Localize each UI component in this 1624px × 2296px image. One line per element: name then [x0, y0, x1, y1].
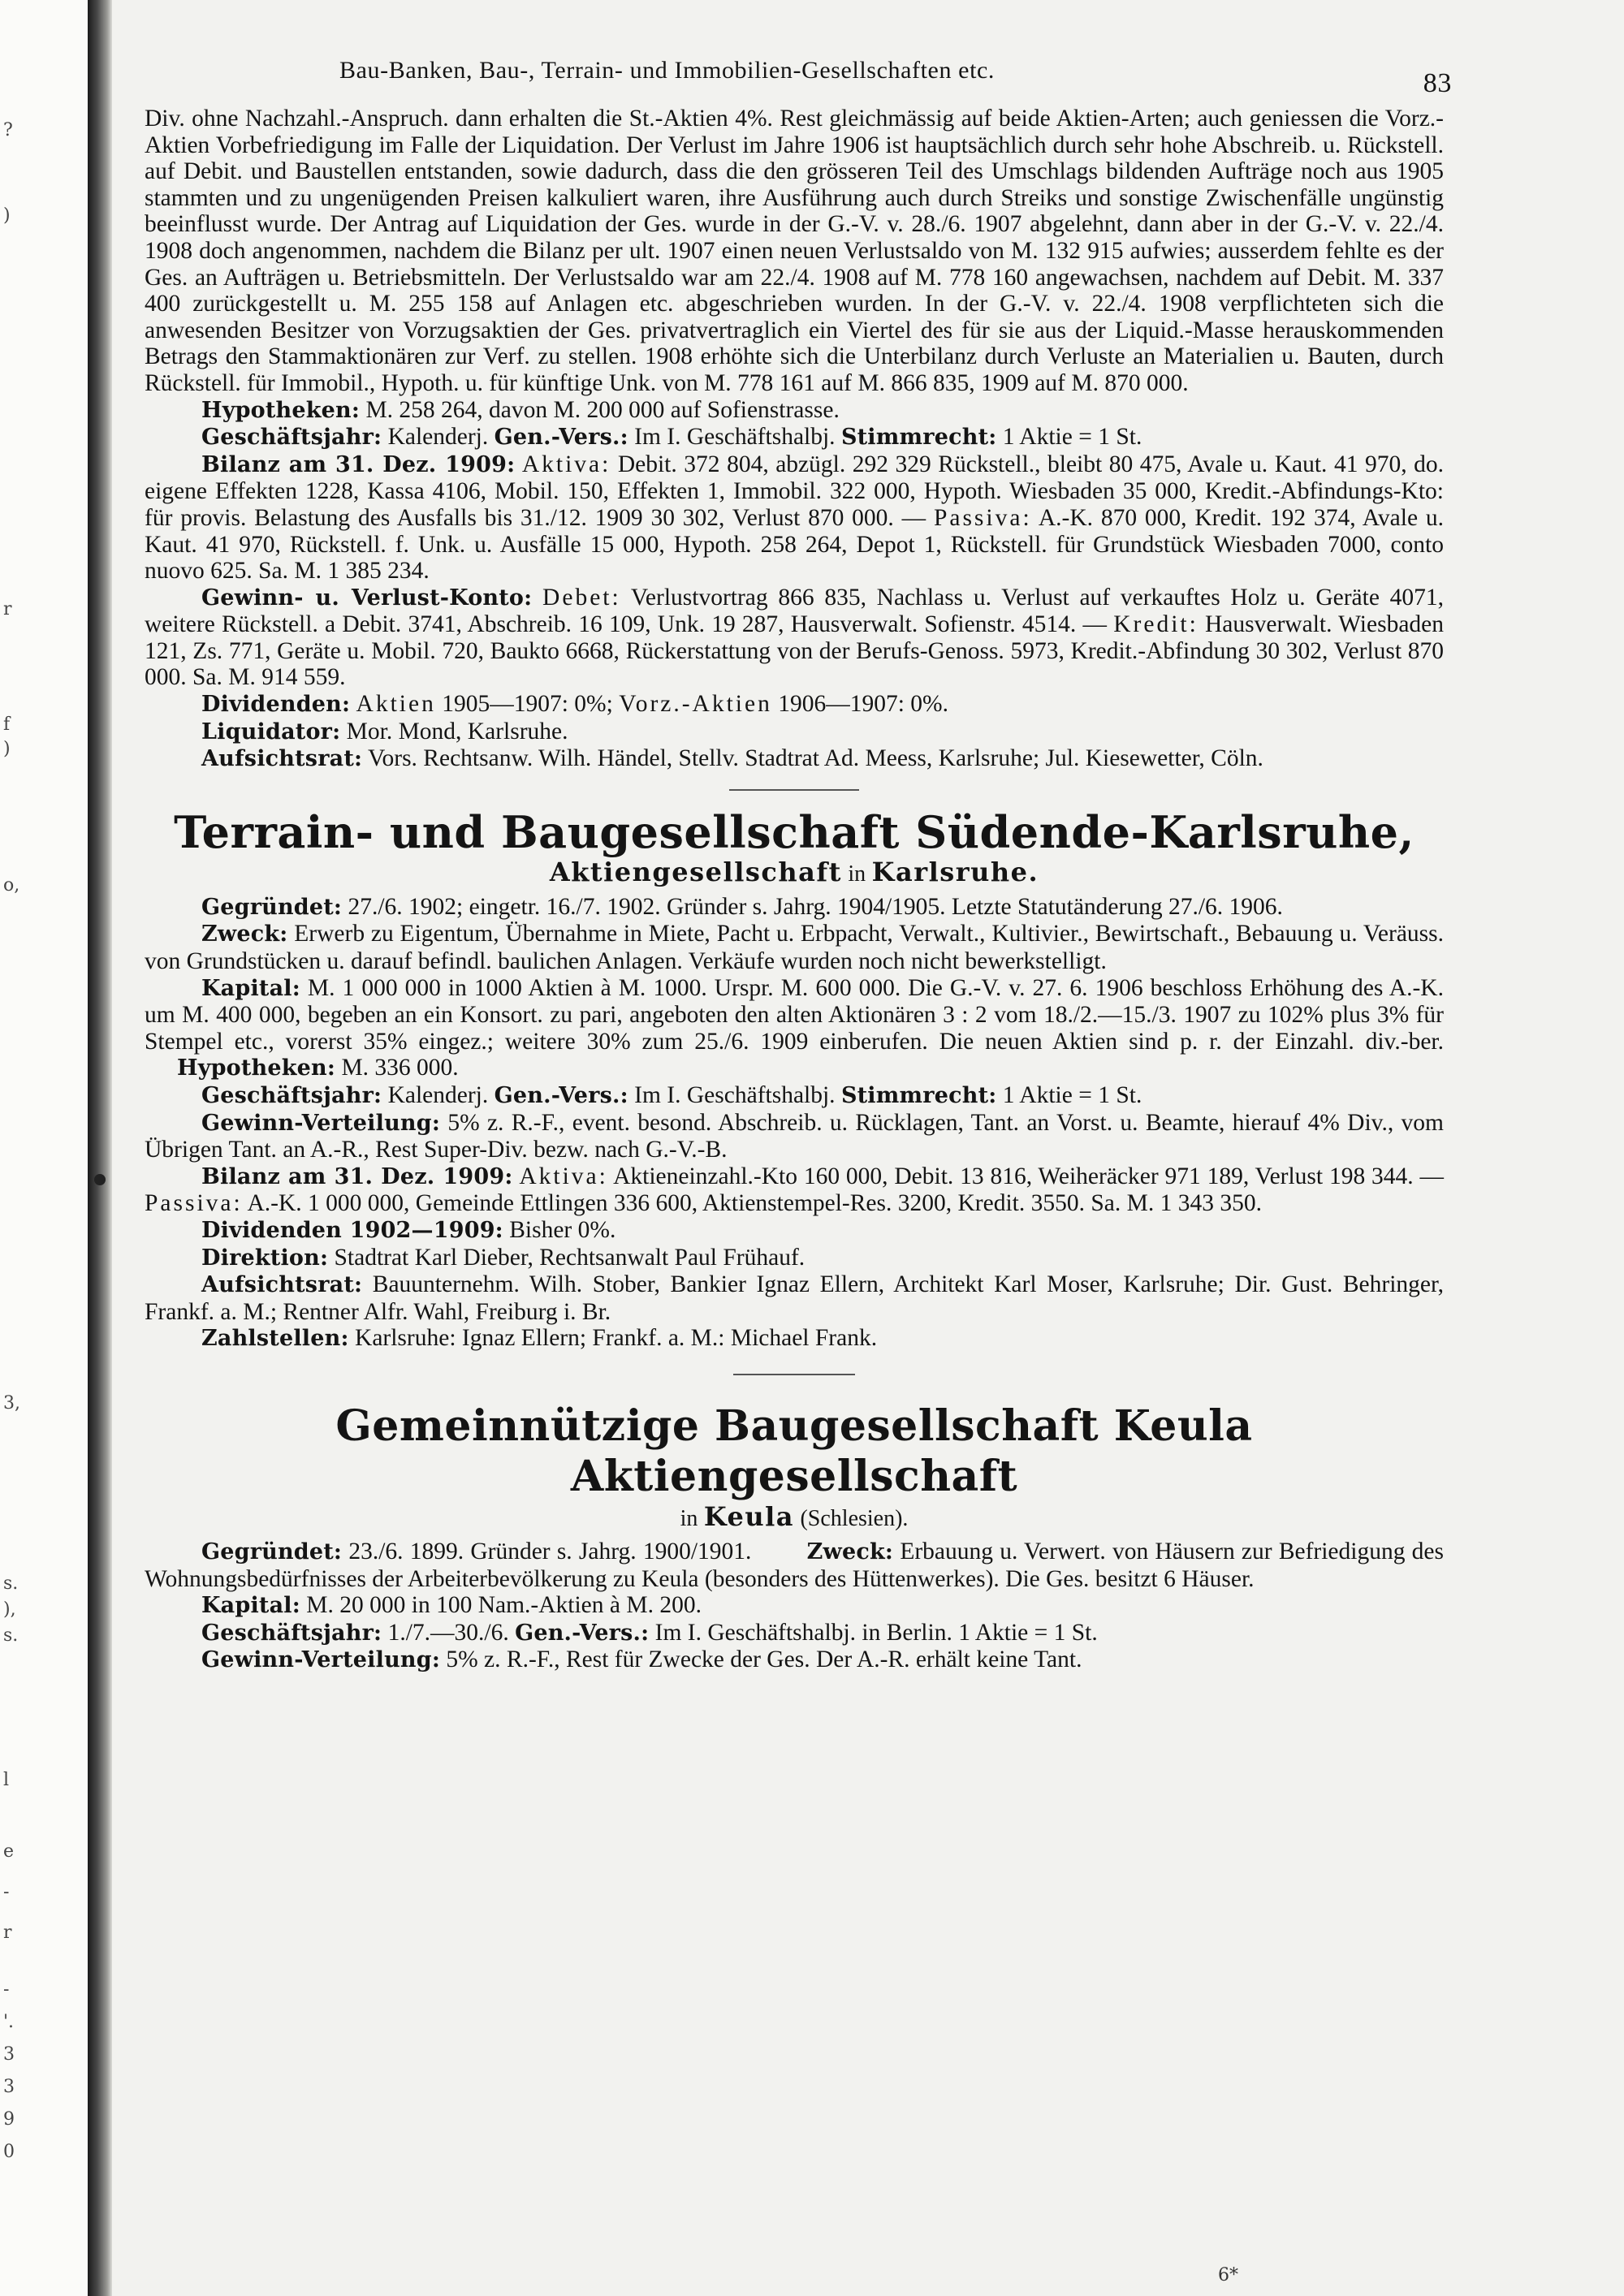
gewinn-verteilung-line [145, 1646, 1444, 1674]
aktiva-label: Aktiva: [519, 1163, 608, 1189]
margin-fragment: f [3, 714, 11, 735]
aufsichtsrat-label: Aufsichtsrat: [201, 1272, 363, 1298]
company-subtitle [145, 857, 1444, 889]
geschaeftsjahr-line [145, 1082, 1444, 1110]
kapital-text: M. 20 000 in 100 Nam.-Aktien à M. 200. [306, 1592, 702, 1619]
geschaeftsjahr-label: Geschäftsjahr: [201, 1083, 382, 1108]
passiva-label: Passiva: [145, 1190, 243, 1217]
page-body [145, 57, 1452, 1674]
dividenden-label: Dividenden: [201, 692, 351, 718]
gen-vers-text: Im I. Geschäftshalbj. in Berlin. 1 Aktie = 1 St. [654, 1619, 1098, 1646]
kapital-label: Kapital: [201, 975, 300, 1001]
book-spine-shadow [88, 0, 112, 2296]
margin-fragment: '. [3, 2012, 15, 2032]
company-form: Aktiengesellschaft [549, 856, 842, 887]
page-number: 83 [1423, 68, 1452, 98]
aufsichtsrat-text: Bauunternehm. Wilh. Stober, Bankier Ignaz Ellern, Architekt Karl Moser, Karlsruhe; Dir. Gust. Behringer, Frankf. a. M.; Rentner Alfr. Wahl, Freiburg i. Br. [145, 1271, 1445, 1325]
gegruendet-label: Gegründet: [201, 1539, 343, 1564]
gen-vers-text: Im I. Geschäftshalbj. [634, 424, 836, 451]
margin-fragment: ), [3, 1599, 16, 1620]
gen-vers-label: Gen.-Vers.: [515, 1620, 650, 1646]
stimmrecht-text: 1 Aktie = 1 St. [1002, 1082, 1142, 1108]
margin-fragment: 0 [3, 2142, 15, 2162]
kapital-label: Kapital: [201, 1593, 300, 1619]
passiva-label: Passiva: [933, 504, 1032, 531]
margin-fragment: ) [3, 739, 11, 759]
zweck-label: Zweck: [806, 1539, 894, 1564]
aktiva-text: Debit. 372 804, abzügl. 292 329 Rückstell., bleibt 80 475, Avale u. Kaut. 41 970, do. eigene Effekten 1228, Kassa 4106, Mobil. 150, Effekten 1, Immobil. 322 000, Hypoth. Wiesbaden 35 000, Kredit.-Abfindungs-Kto: für provis. Belastung des Ausfalls bis 31./12. 1909 30 302, Verlust 870 000. — [145, 451, 1445, 531]
geschaeftsjahr-label: Geschäftsjahr: [201, 425, 382, 451]
gen-vers-text: Im I. Geschäftshalbj. [634, 1082, 836, 1108]
margin-fragment: ) [3, 205, 11, 226]
zweck-line [145, 921, 1444, 974]
bilanz-paragraph [145, 1163, 1444, 1217]
zahlstellen-text: Karlsruhe: Ignaz Ellern; Frankf. a. M.: Michael Frank. [355, 1325, 878, 1352]
zahlstellen-label: Zahlstellen: [201, 1326, 349, 1352]
zahlstellen-line [145, 1325, 1444, 1353]
entry-suedende-karlsruhe [145, 807, 1444, 1353]
company-seat: Karlsruhe. [871, 856, 1039, 887]
gewinn-verteilung-label: Gewinn-Verteilung: [201, 1110, 440, 1136]
hypotheken-line [145, 397, 1444, 425]
direktion-label: Direktion: [201, 1245, 329, 1271]
dividenden-aktien-value: 1905—1907: 0%; [442, 691, 613, 718]
margin-fragment: r [3, 1923, 12, 1943]
gegruendet-zweck-paragraph [145, 1539, 1444, 1592]
gewinn-verteilung-text: 5% z. R.-F., event. besond. Abschreib. u. Rücklagen, Tant. an Vorst. u. Beamte, hierauf 4% Div., vom Übrigen Tant. an A.-R., Rest Super-Div. bezw. nach G.-V.-B. [145, 1109, 1445, 1163]
gewinn-verlust-label: Gewinn- u. Verlust-Konto: [201, 585, 533, 611]
zweck-label: Zweck: [201, 921, 288, 947]
company-in: in [680, 1505, 698, 1531]
gegruendet-label: Gegründet: [201, 894, 343, 920]
running-head-title: Bau-Banken, Bau-, Terrain- und Immobilien-Gesellschaften etc. [339, 57, 996, 84]
margin-fragment: 3 [3, 2077, 15, 2097]
dividenden-text: Bisher 0%. [509, 1216, 616, 1243]
company-title: Terrain- und Baugesellschaft Südende-Karlsruhe, [174, 805, 1415, 858]
gewinn-verlust-paragraph [145, 585, 1444, 691]
geschaeftsjahr-label: Geschäftsjahr: [201, 1620, 382, 1646]
bilanz-label: Bilanz am 31. Dez. 1909: [201, 451, 516, 477]
margin-fragment: ? [3, 120, 13, 140]
geschaeftsjahr-text: 1./7.—30./6. [387, 1619, 509, 1646]
stimmrecht-label: Stimmrecht: [840, 1083, 997, 1108]
debet-text: Verlustvortrag 866 835, Nachlass u. Verlust auf verkauftes Holz u. Geräte 4071, weitere Rückstell. a Debit. 3741, Abschreib. 16 109, Unk. 19 287, Hausverwalt. Sofienstr. 4514. — [145, 584, 1445, 638]
gewinn-verteilung-line [145, 1110, 1444, 1163]
dividenden-line [145, 691, 1444, 719]
margin-fragment: 9 [3, 2109, 15, 2130]
punch-hole-dot [94, 1174, 106, 1185]
company-in: in [848, 861, 866, 887]
aktiva-label: Aktiva: [521, 451, 611, 477]
margin-fragment: s. [3, 1625, 19, 1646]
margin-fragment: l [3, 1770, 10, 1790]
kapital-paragraph [145, 975, 1444, 1082]
dividenden-line [145, 1217, 1444, 1245]
section-divider [729, 789, 859, 791]
running-head [145, 57, 1452, 106]
liquidator-text: Mor. Mond, Karlsruhe. [346, 718, 568, 744]
gen-vers-label: Gen.-Vers.: [494, 425, 628, 451]
kredit-label: Kredit: [1113, 611, 1199, 638]
margin-fragment: s. [3, 1573, 19, 1594]
margin-fragment: 3, [3, 1393, 20, 1413]
aufsichtsrat-text: Vors. Rechtsanw. Wilh. Händel, Stellv. Stadtrat Ad. Meess, Karlsruhe; Jul. Kiesewetter, Cöln. [368, 745, 1263, 772]
margin-fragment: 3 [3, 2044, 15, 2065]
stimmrecht-text: 1 Aktie = 1 St. [1002, 424, 1142, 451]
company-title: Gemeinnützige Baugesellschaft Keula Aktiengesellschaft [335, 1400, 1253, 1501]
company-seat: Keula [703, 1500, 794, 1532]
company-region: (Schlesien). [800, 1505, 909, 1531]
section-divider [733, 1374, 855, 1375]
margin-fragment: - [3, 1882, 10, 1902]
liquidator-label: Liquidator: [201, 719, 341, 744]
gegruendet-text: 27./6. 1902; eingetr. 16./7. 1902. Gründer s. Jahrg. 1904/1905. Letzte Statutänderung 27./6. 1906. [348, 893, 1283, 920]
geschaeftsjahr-text: Kalenderj. [387, 1082, 489, 1108]
dividenden-label: Dividenden 1902—1909: [201, 1217, 503, 1243]
bilanz-paragraph [145, 451, 1444, 585]
gewinn-verteilung-text: 5% z. R.-F., Rest für Zwecke der Ges. Der A.-R. erhält keine Tant. [446, 1646, 1082, 1673]
passiva-text: A.-K. 1 000 000, Gemeinde Ettlingen 336 600, Aktienstempel-Res. 3200, Kredit. 3550. Sa. M. 1 343 350. [247, 1190, 1262, 1217]
gewinn-verteilung-label: Gewinn-Verteilung: [201, 1647, 440, 1673]
margin-fragment: o, [3, 875, 20, 896]
gegruendet-line [145, 894, 1444, 921]
hypotheken-text: M. 258 264, davon M. 200 000 auf Sofienstrasse. [365, 396, 840, 423]
stimmrecht-label: Stimmrecht: [840, 425, 997, 451]
aktiva-text: Aktieneinzahl.-Kto 160 000, Debit. 13 816, Weiheräcker 971 189, Verlust 198 344. — [613, 1163, 1444, 1189]
entry-keula [145, 1401, 1444, 1674]
dividenden-vorz-aktien: Vorz.-Aktien [619, 691, 772, 718]
geschaeftsjahr-line [145, 1620, 1444, 1647]
geschaeftsjahr-text: Kalenderj. [387, 424, 489, 451]
signature-mark: 6* [1218, 2265, 1238, 2285]
hypotheken-label: Hypotheken: [201, 397, 361, 423]
hypotheken-label: Hypotheken: [177, 1055, 336, 1081]
entry-continuation [145, 106, 1444, 773]
zweck-text: Erbauung u. Verwert. von Häusern zur Befriedigung des Wohnungsbedürfnisses der Arbeiterbevölkerung zu Keula (besonders des Hüttenwerkes). Die Ges. besitzt 6 Häuser. [145, 1538, 1445, 1592]
gen-vers-label: Gen.-Vers.: [494, 1083, 628, 1108]
zweck-text: Erwerb zu Eigentum, Übernahme in Miete, Pacht u. Erbpacht, Verwalt., Kultivier., Bewirtschaft., Bebauung u. Veräuss. von Grundstücken u. darauf befindl. baulichen Anlagen. Verkäufe wurden noch nicht bewerkstelligt. [145, 921, 1444, 975]
aufsichtsrat-line [145, 745, 1444, 773]
margin-fragment: - [3, 1979, 10, 2000]
margin-fragment: r [3, 599, 12, 619]
geschaeftsjahr-line [145, 424, 1444, 451]
company-subtitle [145, 1502, 1444, 1534]
direktion-text: Stadtrat Karl Dieber, Rechtsanwalt Paul Frühauf. [334, 1244, 806, 1271]
gegruendet-text: 23./6. 1899. Gründer s. Jahrg. 1900/1901. [348, 1538, 752, 1564]
margin-fragment: e [3, 1841, 15, 1862]
direktion-line [145, 1245, 1444, 1272]
kapital-line [145, 1592, 1444, 1620]
aufsichtsrat-line [145, 1271, 1444, 1325]
bilanz-label: Bilanz am 31. Dez. 1909: [201, 1163, 513, 1189]
kredit-text: Hausverwalt. Wiesbaden 121, Zs. 771, Geräte u. Mobil. 720, Baukto 6668, Rückerstattung von der Berufs-Genoss. 5973, Kredit.-Abfindung 30 302, Verlust 870 000. Sa. M. 914 559. [145, 611, 1445, 691]
dividenden-vorz-value: 1906—1907: 0%. [778, 691, 949, 718]
continuation-paragraph: Div. ohne Nachzahl.-Anspruch. dann erhalten die St.-Aktien 4%. Rest gleichmässig auf beide Aktien-Arten; auch geniessen die Vorz.-Aktien Vorbefriedigung im Falle der Liquidation. Der Verlust im Jahre 1906 ist hauptsächlich durch sehr hohe Abschreib. u. Rückstell. auf Debit. und Baustellen entstanden, sowie dadurch, dass die den grösseren Teil des Umschlags bildenden Aufträge noch aus 1905 stammten und zu ungenügenden Preisen kalkuliert waren, ihre Ausführung auch durch Streiks und sonstige Zwischenfälle ungünstig beeinflusst wurde. Der Antrag auf Liquidation der Ges. wurde in der G.-V. v. 28./6. 1907 abgelehnt, dann aber in der G.-V. v. 22./4. 1908 doch angenommen, nachdem die Bilanz per ult. 1907 einen neuen Verlustsaldo von M. 132 915 aufwies; ausserdem fehlte es der Ges. an Aufträgen u. Betriebsmitteln. Der Verlustsaldo war am 22./4. 1908 auf M. 778 160 angewachsen, nachdem auf Debit. M. 337 400 zurückgestellt u. M. 255 158 auf Anlagen etc. abgeschrieben wurden. In der G.-V. v. 22./4. 1908 verpflichteten sich die anwesenden Besitzer von Vorzugsaktien der Ges. privatvertraglich ein Viertel des für sie aus der Liquid.-Masse herauskommenden Betrags den Stammaktionären zur Verf. zu stellen. 1908 erhöhte sich die Unterbilanz durch Verluste an Materialien u. Bauten, durch Rückstell. für Immobil., Hypoth. u. für künftige Unk. von M. 778 161 auf M. 866 835, 1909 auf M. 870 000. [145, 106, 1444, 396]
debet-label: Debet: [542, 584, 621, 611]
dividenden-aktien: Aktien [356, 691, 436, 718]
kapital-text: M. 1 000 000 in 1000 Aktien à M. 1000. Urspr. M. 600 000. Die G.-V. v. 27. 6. 1906 beschloss Erhöhung des A.-K. um M. 400 000, begeben an ein Konsort. zu pari, angeboten den alten Aktionären 3 : 2 vom 18./2.—15./3. 1907 zu 102% plus 3% für Stempel etc., vorerst 35% eingez.; weitere 30% zum 25./6. 1909 einberufen. Die neuen Aktien sind p. r. der Einzahl. div.-ber. [145, 974, 1444, 1055]
hypotheken-text: M. 336 000. [341, 1055, 459, 1081]
liquidator-line [145, 719, 1444, 746]
passiva-text: A.-K. 870 000, Kredit. 192 374, Avale u. Kaut. 41 970, Rückstell. f. Unk. u. Ausfälle 15 000, Hypoth. 258 264, Depot 1, Rückstell. für Grundstück Wiesbaden 7000, conto nuovo 625. Sa. M. 1 385 234. [145, 504, 1445, 585]
aufsichtsrat-label: Aufsichtsrat: [201, 746, 363, 772]
